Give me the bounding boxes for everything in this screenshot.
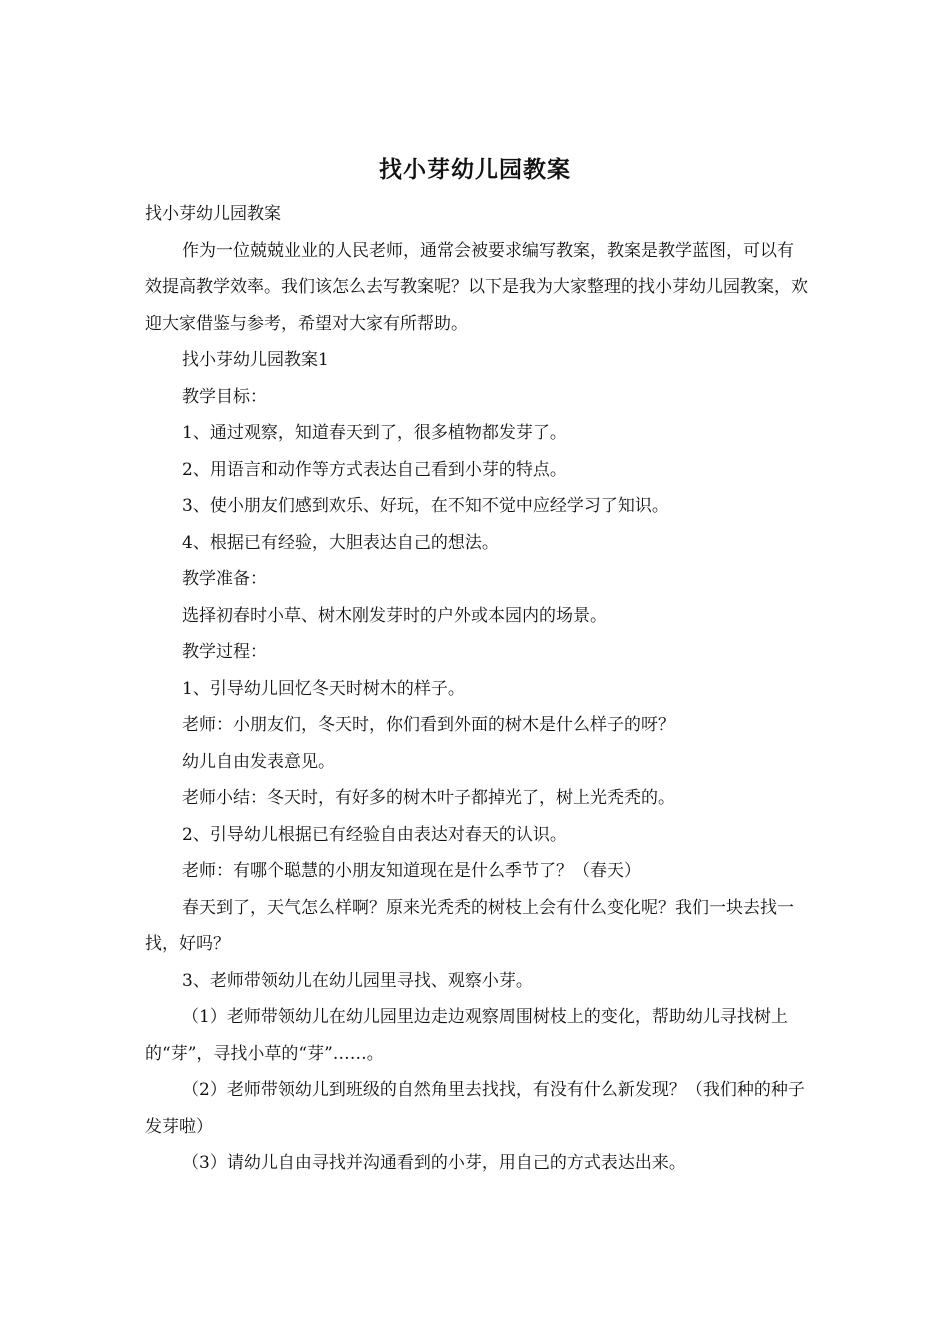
- paragraph: 2、用语言和动作等方式表达自己看到小芽的特点。: [182, 459, 567, 480]
- document-title: 找小芽幼儿园教案: [379, 156, 571, 183]
- paragraph: 3、老师带领幼儿在幼儿园里寻找、观察小芽。: [182, 970, 533, 991]
- paragraph: 找小芽幼儿园教案1: [182, 350, 329, 370]
- paragraph: 幼儿自由发表意见。: [182, 751, 335, 772]
- paragraph: 1、引导幼儿回忆冬天时树木的样子。: [182, 678, 465, 699]
- paragraph: 2、引导幼儿根据已有经验自由表达对春天的认识。: [182, 824, 567, 845]
- paragraph: 老师：小朋友们，冬天时，你们看到外面的树木是什么样子的呀？: [182, 715, 675, 735]
- paragraph: 春天到了，天气怎么样啊？原来光秃秃的树枝上会有什么变化呢？我们一块去找一找，好吗？: [145, 897, 794, 954]
- paragraph: 教学过程：: [182, 642, 267, 662]
- paragraph: 作为一位兢兢业业的人民老师，通常会被要求编写教案，教案是教学蓝图，可以有效提高教学效率。我们该怎么去写教案呢？以下是我为大家整理的找小芽幼儿园教案，欢迎大家借鉴与参考，希望对大家有所帮助。: [145, 240, 808, 334]
- paragraph: 老师：有哪个聪慧的小朋友知道现在是什么季节了？（春天）: [182, 861, 641, 881]
- paragraph: 教学目标：: [182, 386, 267, 407]
- paragraph: 教学准备：: [182, 569, 267, 589]
- paragraph: 3、使小朋友们感到欢乐、好玩，在不知不觉中应经学习了知识。: [182, 496, 669, 516]
- paragraph: （2）老师带领幼儿到班级的自然角里去找找，有没有什么新发现？（我们种的种子发芽啦）: [145, 1080, 805, 1137]
- document-body: [145, 196, 810, 1182]
- paragraph: 4、根据已有经验，大胆表达自己的想法。: [182, 532, 499, 553]
- paragraph: （1）老师带领幼儿在幼儿园里边走边观察周围树枝上的变化，帮助幼儿寻找树上的“芽”，寻找小草的“芽”……。: [145, 1007, 788, 1064]
- paragraph: 1、通过观察，知道春天到了，很多植物都发芽了。: [182, 423, 567, 443]
- paragraph: （3）请幼儿自由寻找并沟通看到的小芽，用自己的方式表达出来。: [182, 1153, 686, 1173]
- paragraph: 选择初春时小草、树木刚发芽时的户外或本园内的场景。: [182, 605, 607, 626]
- paragraph: 老师小结：冬天时，有好多的树木叶子都掉光了，树上光秃秃的。: [182, 788, 675, 808]
- paragraph: 找小芽幼儿园教案: [145, 204, 281, 224]
